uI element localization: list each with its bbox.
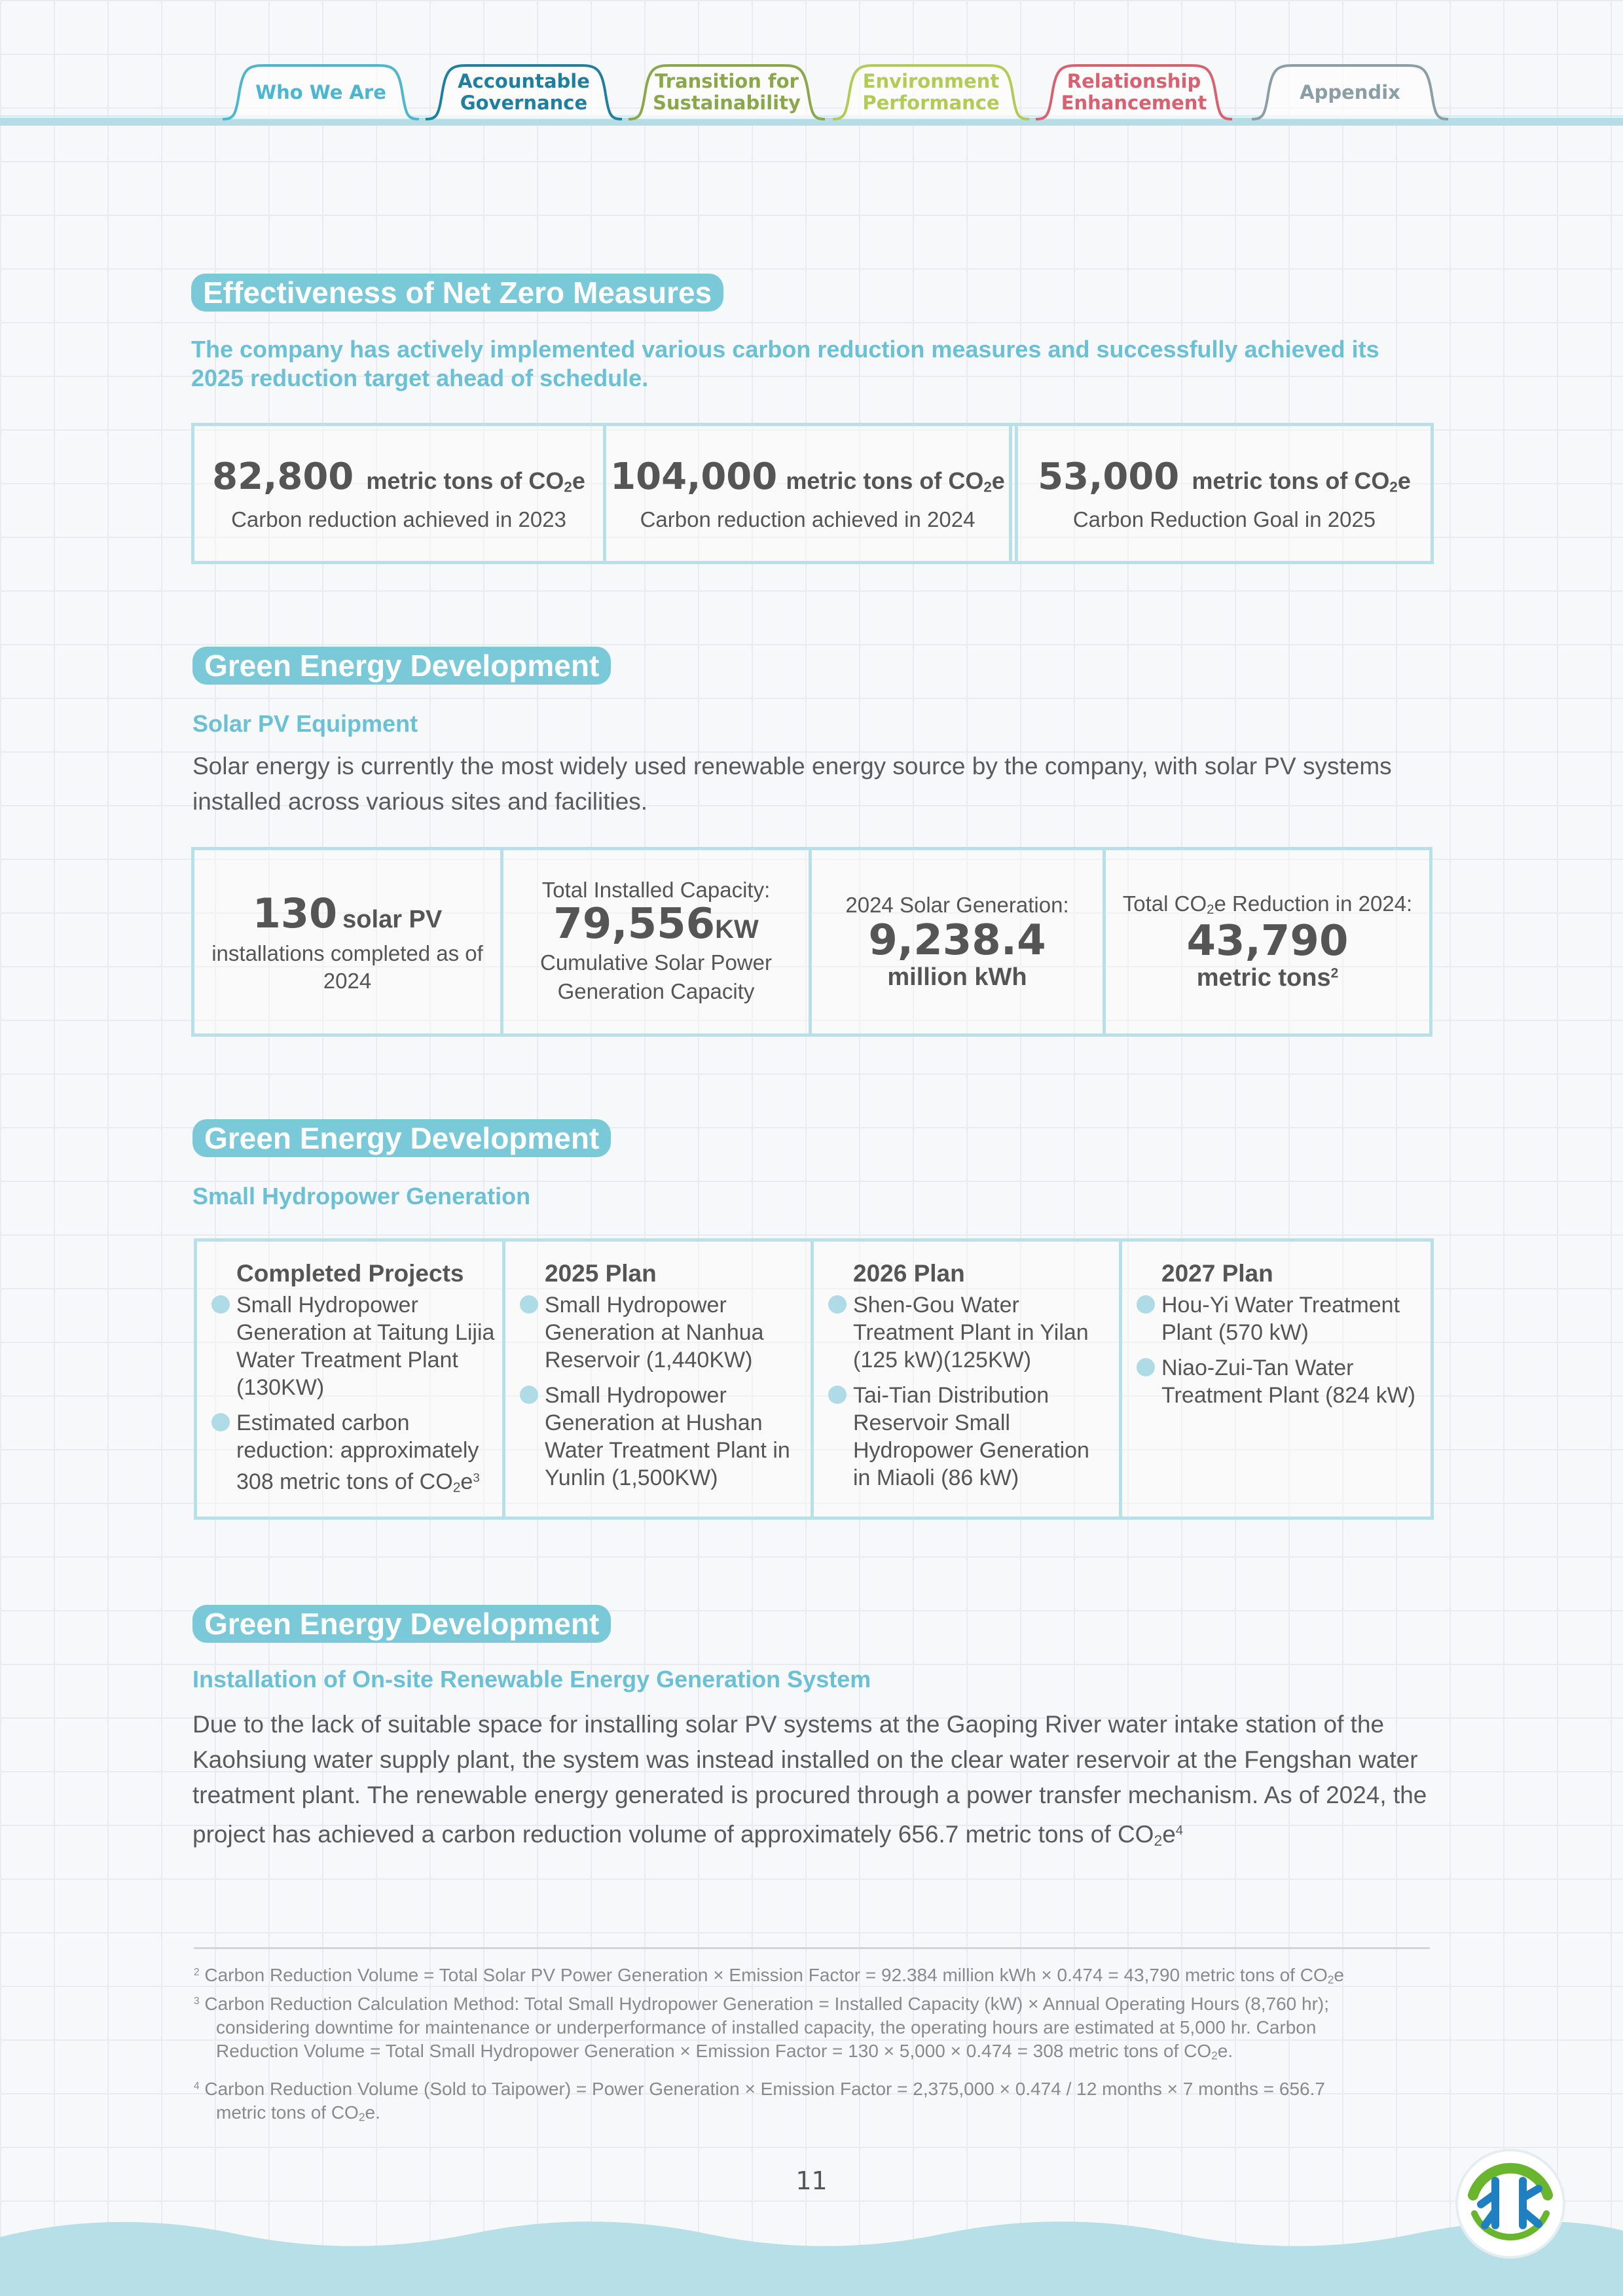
stat-2023-value: 82,800 xyxy=(212,455,354,498)
solar-generation xyxy=(812,850,1106,1033)
reduction-value: 43,790 xyxy=(1186,916,1349,965)
installations-unit: solar PV xyxy=(342,905,443,933)
nav-tab-2[interactable] xyxy=(426,64,622,120)
plan-2025 xyxy=(505,1242,814,1516)
nav-tab-label: Who We Are xyxy=(255,81,386,103)
nav-tab-label: Appendix xyxy=(1300,81,1400,103)
capacity-unit: KW xyxy=(715,915,759,944)
solar-description: Solar energy is currently the most widely used renewable energy source by the company, with solar PV systems installed across various sites and facilities. xyxy=(192,753,1392,815)
list-item: Shen-Gou Water Treatment Plant in Yilan (125 kW)(125KW) xyxy=(853,1291,1112,1374)
nav-tab-4[interactable] xyxy=(833,64,1029,120)
bullet-dot xyxy=(520,1295,538,1314)
completed-projects xyxy=(197,1242,505,1516)
stat-2024-value: 104,000 xyxy=(610,455,778,498)
list-item: Tai-Tian Distribution Reservoir Small Hydropower Generation in Miaoli (86 kW) xyxy=(853,1382,1112,1492)
plan-2026 xyxy=(814,1242,1122,1516)
bullet-dot xyxy=(1137,1358,1155,1376)
stat-2025-goal xyxy=(1018,426,1431,561)
hydro-plans-box xyxy=(194,1238,1434,1520)
generation-label: 2024 Solar Generation: xyxy=(845,892,1069,917)
nav-tab-3[interactable] xyxy=(629,64,825,120)
section-title-solar: Green Energy Development xyxy=(192,647,611,685)
installations-value: 130 xyxy=(252,889,338,937)
stat-2025-value: 53,000 xyxy=(1038,455,1180,498)
company-logo-icon xyxy=(1455,2148,1566,2259)
bullet-dot xyxy=(1137,1295,1155,1314)
plan-2026-title: 2026 Plan xyxy=(853,1260,965,1287)
bullet-dot xyxy=(828,1295,847,1314)
capacity-value: 79,556 xyxy=(553,900,716,948)
bullet-dot xyxy=(211,1295,230,1314)
list-item: Small Hydropower Generation at Taitung Lijia Water Treatment Plant (130KW) xyxy=(236,1291,496,1401)
stat-2023 xyxy=(194,426,606,561)
footnote-3: $^3$ Carbon Reduction Calculation Method: Total Small Hydropower Generation = Installed Capacity (kW) × Annual Operating Hours (8,760 hr); considering downtime for maintenance or underperformance of installed capacity, the operating hours are estimated at 5,000 hr. Carbon Reduction Volume = Total Small Hydropower Generation × Emission Factor = 130 × 5,000 × 0.474 = 308 metric tons of $CO_2e$. xyxy=(194,1994,1330,2062)
bullet-dot xyxy=(211,1413,230,1431)
stat-2024-unit: metric tons of $CO_2e$ xyxy=(786,467,1005,495)
list-item: Hou-Yi Water Treatment Plant (570 kW) xyxy=(1161,1291,1424,1346)
solar-capacity xyxy=(503,850,812,1033)
stat-2025-unit: metric tons of $CO_2e$ xyxy=(1192,467,1411,495)
list-item: Estimated carbon reduction: approximately 308 metric tons of $CO_2e^3$ xyxy=(236,1409,496,1501)
solar-subtitle: Solar PV Equipment xyxy=(192,710,418,737)
footnote-2: $^2$ Carbon Reduction Volume = Total Solar PV Power Generation × Emission Factor = 92.384 million kWh × 0.474 = 43,790 metric tons of $CO_2e$ xyxy=(194,1965,1344,1986)
footer-wave xyxy=(0,2198,1623,2296)
plan-2027-title: 2027 Plan xyxy=(1161,1260,1273,1287)
onsite-description: Due to the lack of suitable space for installing solar PV systems at the Gaoping River water intake station of the Kaohsiung water supply plant, the system was instead installed on the clear water reservoir at the Fengshan water treatment plant. The renewable energy generated is procured through a power transfer mechanism. As of 2024, the project has achieved a carbon reduction volume of approximately 656.7 metric tons of $CO_2e^4$ xyxy=(192,1711,1427,1849)
capacity-caption: Cumulative Solar Power Generation Capacity xyxy=(540,950,772,1003)
bullet-dot xyxy=(828,1386,847,1404)
list-item: Niao-Zui-Tan Water Treatment Plant (824 kW) xyxy=(1161,1354,1424,1409)
list-item: Small Hydropower Generation at Hushan Water Treatment Plant in Yunlin (1,500KW) xyxy=(545,1382,804,1492)
nav-tab-5[interactable] xyxy=(1036,64,1232,120)
stat-2024 xyxy=(606,426,1018,561)
completed-title: Completed Projects xyxy=(236,1260,464,1287)
nav-tab-label: Accountable Governance xyxy=(458,70,590,114)
nav-tab-label: Transition for Sustainability xyxy=(653,70,801,114)
generation-unit: million kWh xyxy=(887,963,1027,991)
plan-2025-title: 2025 Plan xyxy=(545,1260,657,1287)
footnote-4: $^4$ Carbon Reduction Volume (Sold to Taipower) = Power Generation × Emission Factor = 2,375,000 × 0.474 / 12 months × 7 months = 656.7 metric tons of $CO_2e$. xyxy=(194,2079,1325,2124)
nav-tab-1[interactable] xyxy=(223,64,419,120)
net-zero-stats-box xyxy=(191,423,1434,564)
generation-value: 9,238.4 xyxy=(868,916,1046,965)
page-number: 11 xyxy=(795,2166,828,2195)
capacity-label: Total Installed Capacity: xyxy=(541,878,771,902)
stat-2023-unit: metric tons of $CO_2e$ xyxy=(366,467,585,495)
onsite-subtitle: Installation of On-site Renewable Energy Generation System xyxy=(192,1666,871,1693)
section-title-net-zero: Effectiveness of Net Zero Measures xyxy=(191,274,723,312)
nav-tab-label: Environment Performance xyxy=(862,70,1000,114)
solar-installations xyxy=(194,850,503,1033)
footnote-divider xyxy=(194,1947,1430,1949)
hydro-subtitle: Small Hydropower Generation xyxy=(192,1183,531,1210)
list-item: Small Hydropower Generation at Nanhua Reservoir (1,440KW) xyxy=(545,1291,804,1374)
solar-reduction xyxy=(1106,850,1429,1033)
reduction-unit: metric tons$^2$ xyxy=(1196,963,1339,992)
net-zero-intro: The company has actively implemented various carbon reduction measures and successfully achieved its 2025 reduction target ahead of schedule. xyxy=(191,336,1379,391)
nav-tab-6[interactable] xyxy=(1252,64,1448,120)
top-navigation xyxy=(0,0,1623,131)
stat-2025-caption: Carbon Reduction Goal in 2025 xyxy=(1072,507,1376,531)
bullet-dot xyxy=(520,1386,538,1404)
nav-tab-label: Relationship Enhancement xyxy=(1061,70,1207,114)
installations-caption: installations completed as of 2024 xyxy=(211,941,483,993)
reduction-label: Total $CO_2e$ Reduction in 2024: xyxy=(1122,891,1413,918)
solar-stats-box xyxy=(191,847,1432,1037)
plan-2027 xyxy=(1122,1242,1431,1516)
stat-2024-caption: Carbon reduction achieved in 2024 xyxy=(640,507,976,531)
section-title-hydro: Green Energy Development xyxy=(192,1119,611,1157)
stat-2023-caption: Carbon reduction achieved in 2023 xyxy=(231,507,566,531)
section-title-onsite: Green Energy Development xyxy=(192,1605,611,1643)
